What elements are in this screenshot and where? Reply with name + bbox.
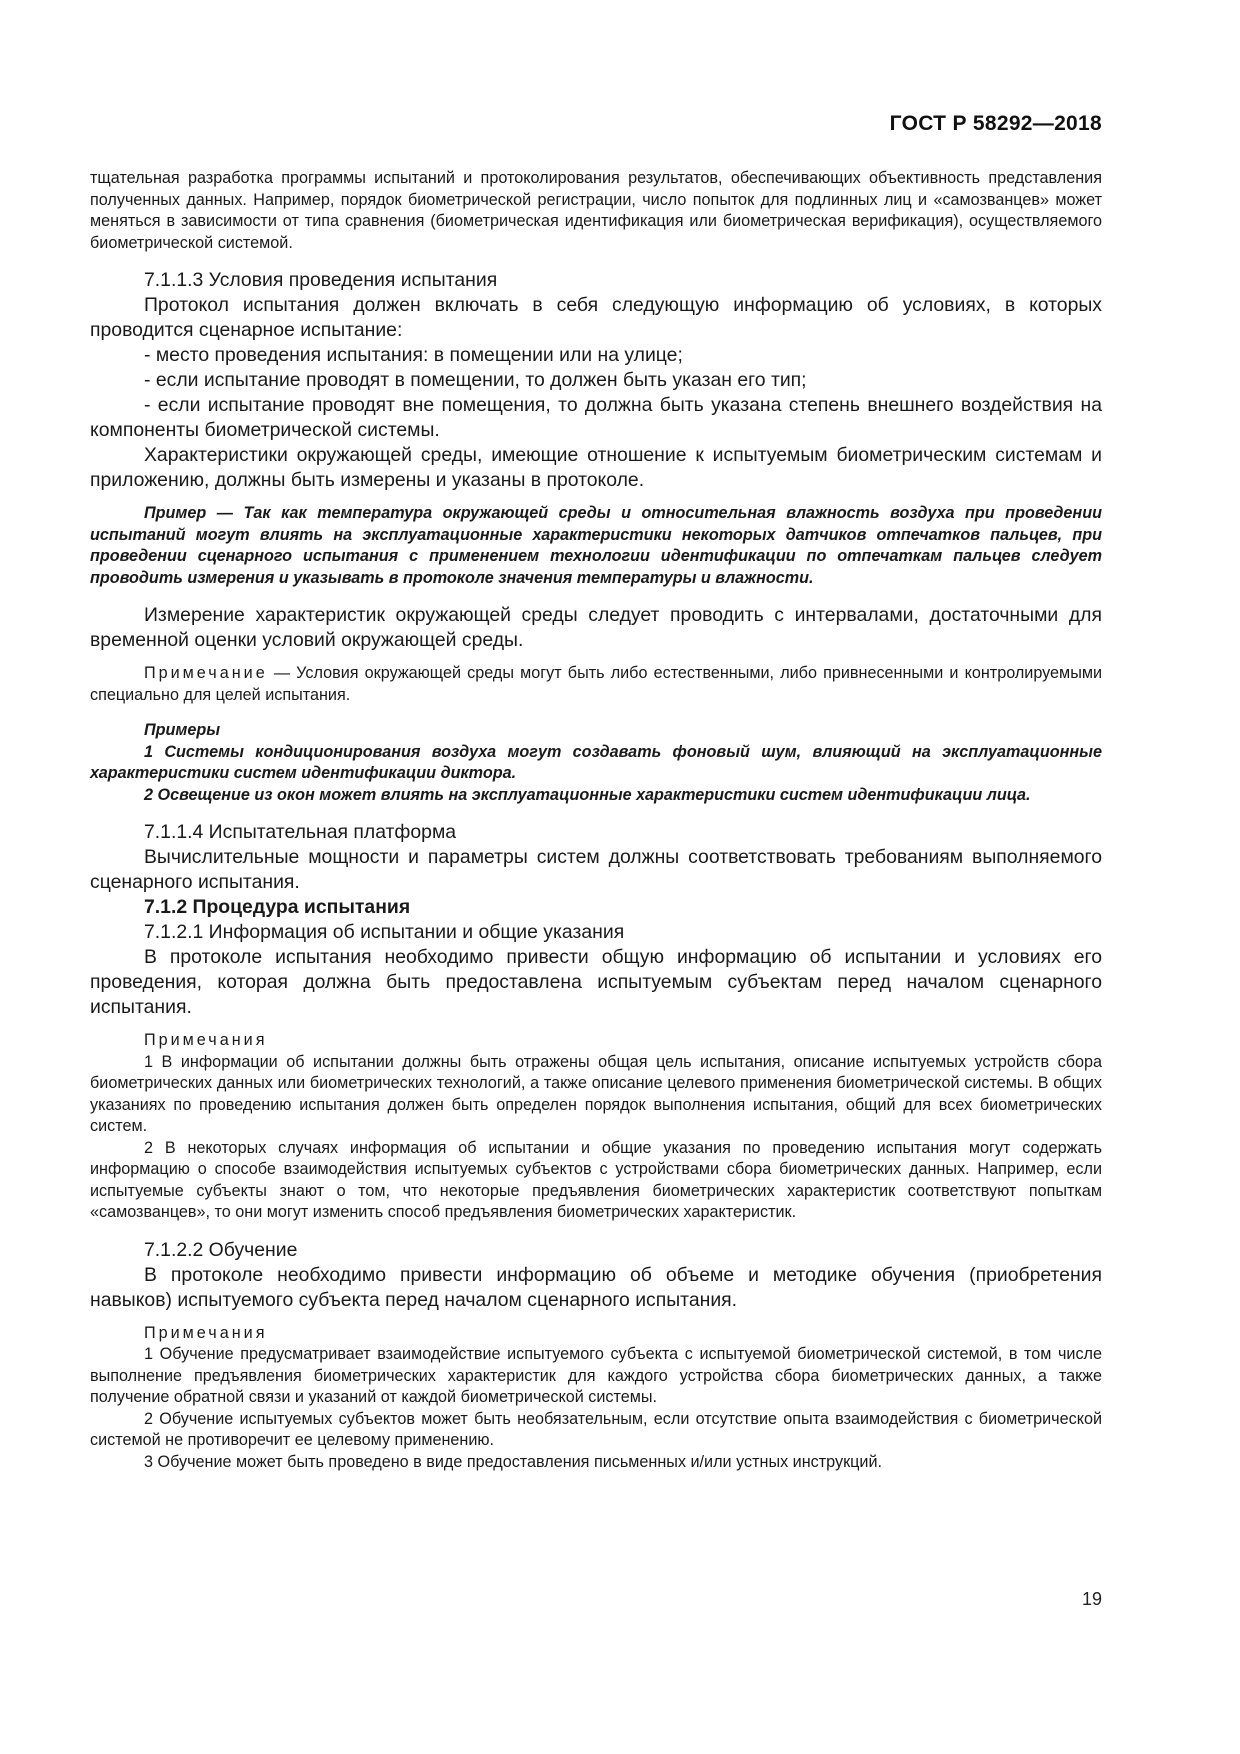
note-label: Примечание [144, 664, 268, 682]
note-2-2: 2 Обучение испытуемых субъектов может быть необязательным, если отсутствие опыта взаимодействия с биометрической системой не противоречит ее целевому применению. [90, 1409, 1102, 1449]
notes-label-1: Примечания [144, 1031, 268, 1049]
example-air-conditioning: 1 Системы кондиционирования воздуха могут создавать фоновый шум, влияющий на эксплуатационные характеристики систем идентификации диктора. [90, 742, 1102, 782]
example-window-light: 2 Освещение из окон может влиять на эксплуатационные характеристики систем идентификации лица. [144, 785, 1031, 804]
paragraph-measurement: Измерение характеристик окружающей среды следует проводить с интервалами, достаточными для временной оценки условий окружающей среды. [90, 604, 1102, 651]
note-1-1: 1 В информации об испытании должны быть отражены общая цель испытания, описание испытуемых устройств сбора биометрических данных или биометрических технологий, а также описание целевого применения биометрической системы. В общих указаниях по проведению испытания должен быть определен порядок выполнения испытания, общий для всех биометрических систем. [90, 1052, 1102, 1135]
list-item-outdoor: - если испытание проводят вне помещения, то должна быть указана степень внешнего воздействия на компоненты биометрической системы. [90, 394, 1102, 441]
page-number: 19 [1081, 1589, 1102, 1609]
example-temperature: Пример — Так как температура окружающей среды и относительная влажность воздуха при проведении испытаний могут влиять на эксплуатационные характеристики некоторых датчиков отпечатков пальцев, при проведении сценарного испытания с применением технологии идентификации по отпечаткам пальцев следует проводить измерения и указывать в протоколе значения температуры и влажности. [90, 504, 1102, 587]
examples-title: Примеры [144, 721, 221, 739]
note-text: — Условия окружающей среды могут быть либо естественными, либо привнесенными и контролируемыми специально для целей испытания. [90, 664, 1102, 704]
paragraph-environment: Характеристики окружающей среды, имеющие отношение к испытуемым биометрическим системам и приложению, должны быть измерены и указаны в протоколе. [90, 444, 1102, 491]
paragraph-continuation: тщательная разработка программы испытаний и протоколирования результатов, обеспечивающих объективность представления полученных данных. Например, порядок биометрической регистрации, число попыток для подлинных лиц и «самозванцев» может меняться в зависимости от типа сравнения (биометрическая идентификация или биометрическая верификация), осуществляемого биометрической системой. [90, 169, 1102, 252]
note-environment [90, 663, 1102, 706]
note-2-3: 3 Обучение может быть проведено в виде предоставления письменных и/или устных инструкций. [144, 1452, 883, 1471]
paragraph-conditions-intro: Протокол испытания должен включать в себя следующую информацию об условиях, в которых проводится сценарное испытание: [90, 294, 1102, 341]
notes-label-2: Примечания [144, 1323, 268, 1342]
paragraph-general-info: В протоколе испытания необходимо привести общую информацию об испытании и условиях его проведения, которая должна быть предоставлена испытуемым субъектам перед началом сценарного испытания. [90, 946, 1102, 1018]
document-header-standard-id: ГОСТ Р 58292—2018 [889, 112, 1102, 135]
paragraph-training: В протоколе необходимо привести информацию об объеме и методике обучения (приобретения навыков) испытуемого субъекта перед началом сценарного испытания. [90, 1263, 1102, 1311]
list-item-indoor: - если испытание проводят в помещении, то должен быть указан его тип; [144, 369, 807, 391]
section-heading-7-1-1-3: 7.1.1.3 Условия проведения испытания [144, 269, 498, 291]
section-heading-7-1-2-2: 7.1.2.2 Обучение [144, 1238, 298, 1261]
note-1-2: 2 В некоторых случаях информация об испытании и общие указания по проведению испытания могут содержать информацию о способе взаимодействия испытуемых субъектов с устройствами сбора биометрических данных. Например, если испытуемые субъекты знают о том, что некоторые предъявления биометрических характеристик соответствуют попыткам «самозванцев», то они могут изменить способ предъявления биометрических характеристик. [90, 1138, 1102, 1221]
section-heading-7-1-2-1: 7.1.2.1 Информация об испытании и общие указания [144, 921, 625, 943]
list-item-location: - место проведения испытания: в помещении или на улице; [144, 344, 683, 366]
section-heading-7-1-2: 7.1.2 Процедура испытания [144, 896, 411, 918]
paragraph-platform: Вычислительные мощности и параметры систем должны соответствовать требованиям выполняемого сценарного испытания. [90, 846, 1102, 893]
section-heading-7-1-1-4: 7.1.1.4 Испытательная платформа [144, 821, 457, 843]
document-body [90, 168, 1102, 1473]
note-2-1: 1 Обучение предусматривает взаимодействие испытуемого субъекта с испытуемой биометрической системой, в том числе выполнение предъявления биометрических характеристик для каждого устройства сбора биометрических данных, а также получение обратной связи и указаний от каждой биометрической системы. [90, 1345, 1102, 1406]
